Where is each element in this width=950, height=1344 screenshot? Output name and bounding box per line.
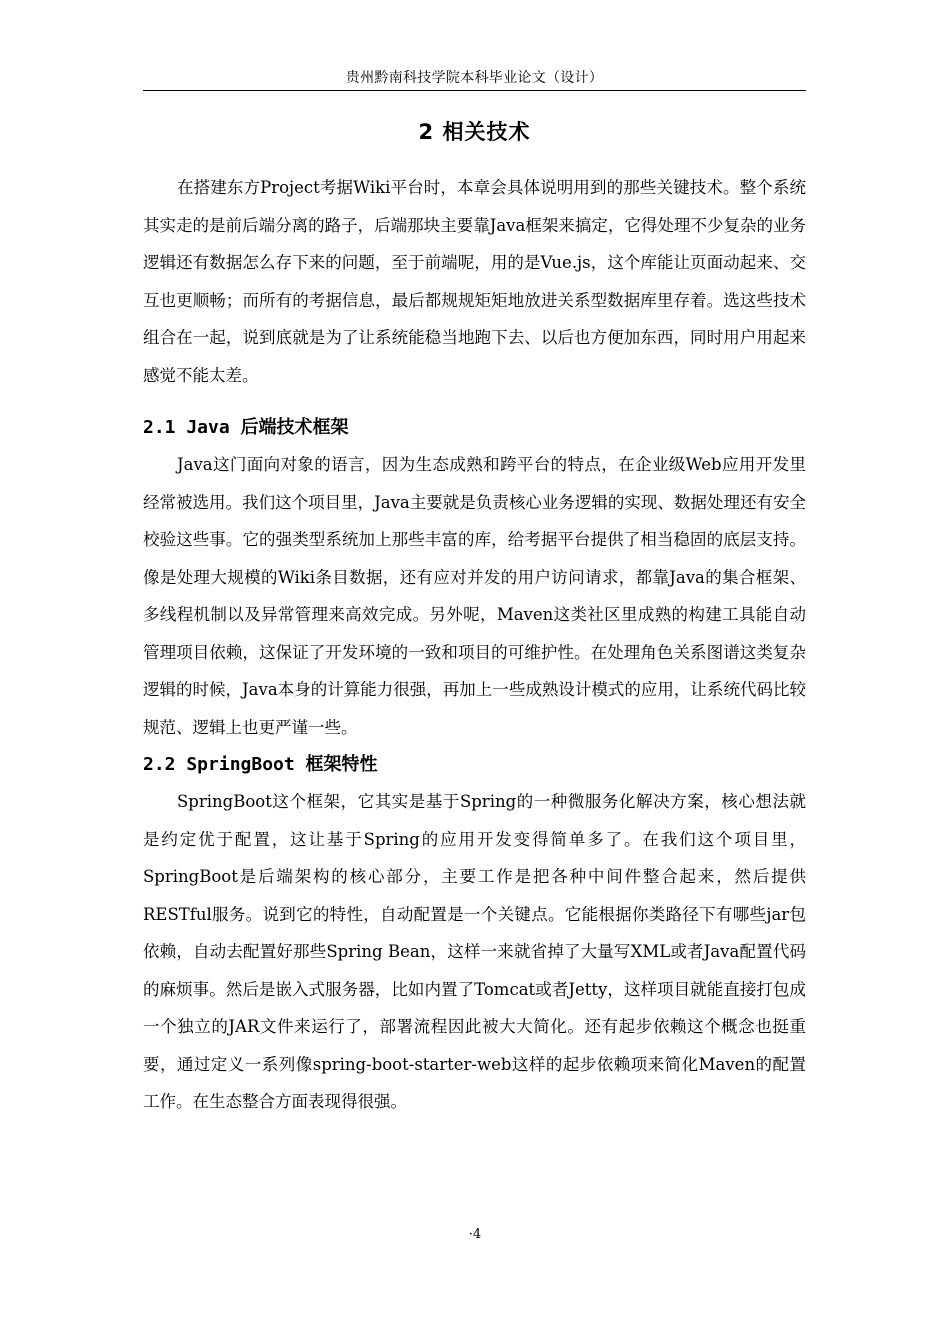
page-content xyxy=(143,110,806,1121)
chapter-title: 2 相关技术 xyxy=(418,120,531,144)
section-title-java: 2.1 Java 后端技术框架 xyxy=(143,417,349,438)
running-header: 贵州黔南科技学院本科毕业论文（设计） xyxy=(345,70,604,86)
header-rule xyxy=(143,90,806,91)
page-number: ·4 xyxy=(468,1227,482,1242)
chapter-intro-paragraph: 在搭建东方Project考据Wiki平台时，本章会具体说明用到的那些关键技术。整个系统其实走的是前后端分离的路子，后端那块主要靠Java框架来搞定，它得处理不少复杂的业务逻辑还有数据怎么存下来的问题，至于前端呢，用的是Vue.js，这个库能让页面动起来、交互也更顺畅；而所有的考据信息，最后都规规矩矩地放进关系型数据库里存着。选这些技术组合在一起，说到底就是为了让系统能稳当地跑下去、以后也方便加东西，同时用户用起来感觉不能太差。 xyxy=(143,178,806,385)
section-title-springboot: 2.2 SpringBoot 框架特性 xyxy=(143,754,378,775)
section-body-springboot: SpringBoot这个框架，它其实是基于Spring的一种微服务化解决方案，核心想法就是约定优于配置，这让基于Spring的应用开发变得简单多了。在我们这个项目里，SpringBoot是后端架构的核心部分，主要工作是把各种中间件整合起来，然后提供RESTful服务。说到它的特性，自动配置是一个关键点。它能根据你类路径下有哪些jar包依赖，自动去配置好那些Spring Bean，这样一来就省掉了大量写XML或者Java配置代码的麻烦事。然后是嵌入式服务器，比如内置了Tomcat或者Jetty，这样项目就能直接打包成一个独立的JAR文件来运行了，部署流程因此被大大简化。还有起步依赖这个概念也挺重要，通过定义一系列像spring-boot-starter-web这样的起步依赖项来简化Maven的配置工作。在生态整合方面表现得很强。 xyxy=(143,792,806,1111)
section-body-java: Java这门面向对象的语言，因为生态成熟和跨平台的特点，在企业级Web应用开发里经常被选用。我们这个项目里，Java主要就是负责核心业务逻辑的实现、数据处理还有安全校验这些事。它的强类型系统加上那些丰富的库，给考据平台提供了相当稳固的底层支持。像是处理大规模的Wiki条目数据，还有应对并发的用户访问请求，都靠Java的集合框架、多线程机制以及异常管理来高效完成。另外呢，Maven这类社区里成熟的构建工具能自动管理项目依赖，这保证了开发环境的一致和项目的可维护性。在处理角色关系图谱这类复杂逻辑的时候，Java本身的计算能力很强，再加上一些成熟设计模式的应用，让系统代码比较规范、逻辑上也更严谨一些。 xyxy=(143,455,806,737)
